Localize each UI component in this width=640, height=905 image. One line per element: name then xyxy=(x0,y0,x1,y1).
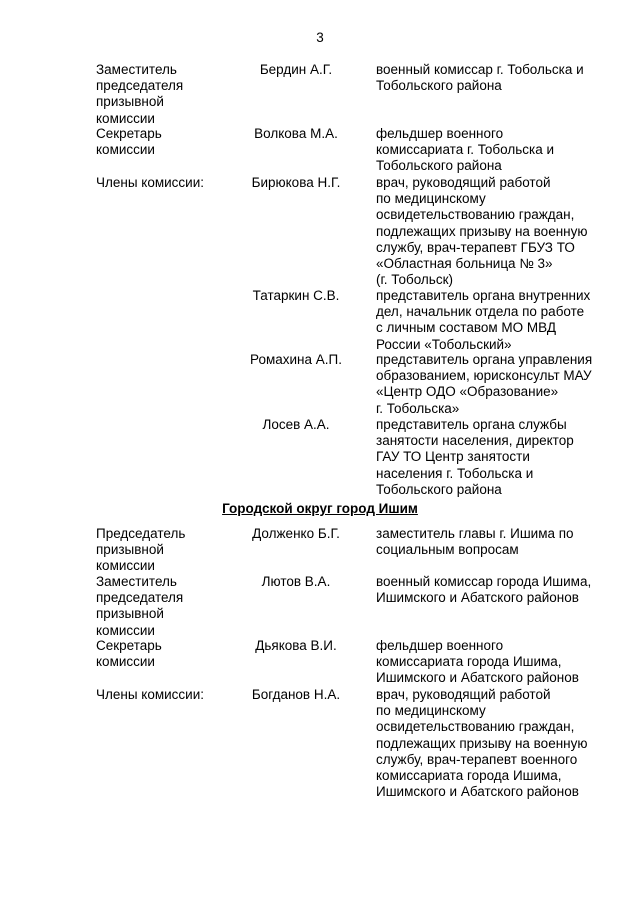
member-name: Татаркин С.В. xyxy=(252,288,340,303)
role-label: Секретарь комиссии xyxy=(96,126,162,158)
role-label: Председатель призывной комиссии xyxy=(96,526,186,574)
member-position: военный комиссар г. Тобольска и Тобольского района xyxy=(376,62,584,94)
member-position: фельдшер военного комиссариата города Ишима, Ишимского и Абатского районов xyxy=(376,638,579,686)
member-name: Богданов Н.А. xyxy=(251,687,341,702)
page-number: 3 xyxy=(316,30,324,45)
member-name: Дьякова В.И. xyxy=(255,638,337,653)
member-name: Волкова М.А. xyxy=(254,126,338,141)
member-position: представитель органа службы занятости населения, директор ГАУ ТО Центр занятости населения г. Тобольска и Тобольского района xyxy=(376,417,574,497)
member-name: Ромахина А.П. xyxy=(250,352,342,367)
member-name: Лютов В.А. xyxy=(261,574,331,589)
section-heading: Городской округ город Ишим xyxy=(222,501,418,516)
member-position: военный комиссар города Ишима, Ишимского и Абатского районов xyxy=(376,574,592,606)
member-position: врач, руководящий работой по медицинскому освидетельствованию граждан, подлежащих призыву на военную службу, врач-терапевт ГБУЗ ТО «Областная больница № 3» (г. Тобольск) xyxy=(376,175,588,288)
member-name: Лосев А.А. xyxy=(262,417,330,432)
member-name: Бирюкова Н.Г. xyxy=(251,175,341,190)
role-label: Заместитель председателя призывной комиссии xyxy=(96,62,184,126)
role-label: Члены комиссии: xyxy=(96,687,205,702)
role-label: Заместитель председателя призывной комиссии xyxy=(96,574,184,638)
member-name: Долженко Б.Г. xyxy=(252,526,340,541)
role-label: Секретарь комиссии xyxy=(96,638,162,670)
role-label: Члены комиссии: xyxy=(96,175,205,190)
member-position: врач, руководящий работой по медицинскому освидетельствованию граждан, подлежащих призыву на военную службу, врач-терапевт военного комиссариата города Ишима, Ишимского и Абатского районов xyxy=(376,687,588,800)
member-position: фельдшер военного комиссариата г. Тобольска и Тобольского района xyxy=(376,126,555,174)
member-position: представитель органа внутренних дел, начальник отдела по работе с личным составом МО МВД России «Тобольский» xyxy=(376,288,591,352)
member-position: представитель органа управления образованием, юрисконсульт МАУ «Центр ОДО «Образование» г. Тобольска» xyxy=(376,352,593,416)
member-name: Бердин А.Г. xyxy=(259,62,333,77)
member-position: заместитель главы г. Ишима по социальным вопросам xyxy=(376,526,574,558)
